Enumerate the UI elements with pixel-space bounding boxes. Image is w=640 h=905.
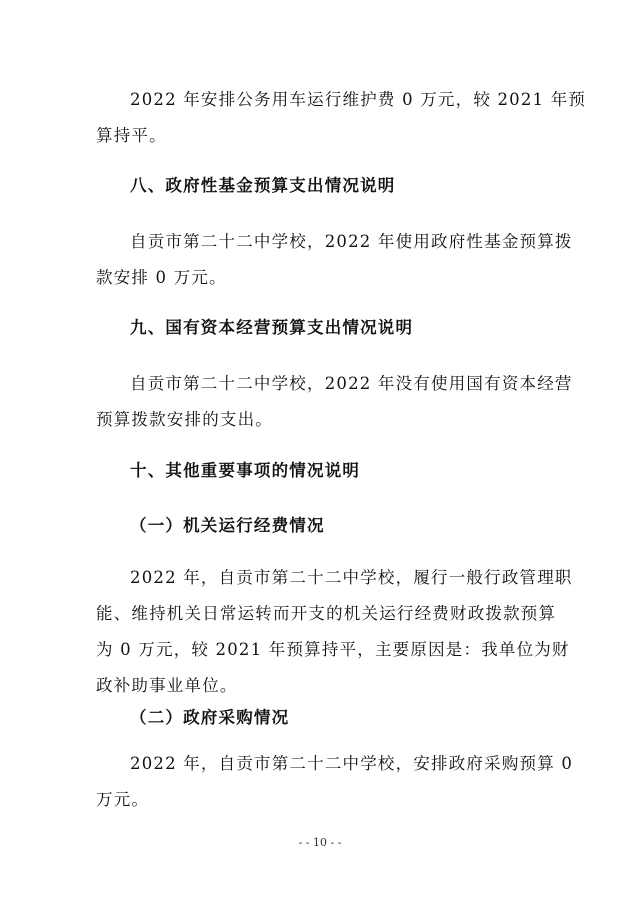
- paragraph-line: 算持平。: [96, 126, 167, 145]
- paragraph-line: 2022 年，自贡市第二十二中学校，履行一般行政管理职: [130, 568, 573, 587]
- section-heading-9: 九、国有资本经营预算支出情况说明: [130, 318, 414, 337]
- paragraph-line: 为 0 万元，较 2021 年预算持平，主要原因是：我单位为财: [96, 640, 570, 659]
- paragraph-procurement: [96, 746, 574, 818]
- paragraph-state-capital: [96, 366, 573, 438]
- paragraph-line: 万元。: [96, 790, 150, 809]
- paragraph-vehicle-maintenance: [96, 82, 587, 154]
- paragraph-line: 自贡市第二十二中学校，2022 年没有使用国有资本经营: [130, 374, 573, 393]
- section-heading-8: 八、政府性基金预算支出情况说明: [130, 176, 396, 195]
- paragraph-line: 政补助事业单位。: [96, 676, 238, 695]
- section-heading-10: 十、其他重要事项的情况说明: [130, 461, 361, 480]
- paragraph-line: 自贡市第二十二中学校，2022 年使用政府性基金预算拨: [130, 232, 573, 251]
- paragraph-government-fund: [96, 224, 573, 296]
- subsection-heading-2: （二）政府采购情况: [130, 708, 290, 727]
- paragraph-operating-expenses: [96, 560, 573, 704]
- page-number: - - 10 - -: [298, 836, 342, 849]
- paragraph-line: 2022 年安排公务用车运行维护费 0 万元，较 2021 年预: [130, 90, 587, 109]
- paragraph-line: 款安排 0 万元。: [96, 268, 227, 287]
- paragraph-line: 预算拨款安排的支出。: [96, 410, 273, 429]
- paragraph-line: 能、维持机关日常运转而开支的机关运行经费财政拨款预算: [96, 604, 557, 623]
- subsection-heading-1: （一）机关运行经费情况: [130, 516, 325, 535]
- paragraph-line: 2022 年，自贡市第二十二中学校，安排政府采购预算 0: [130, 754, 574, 773]
